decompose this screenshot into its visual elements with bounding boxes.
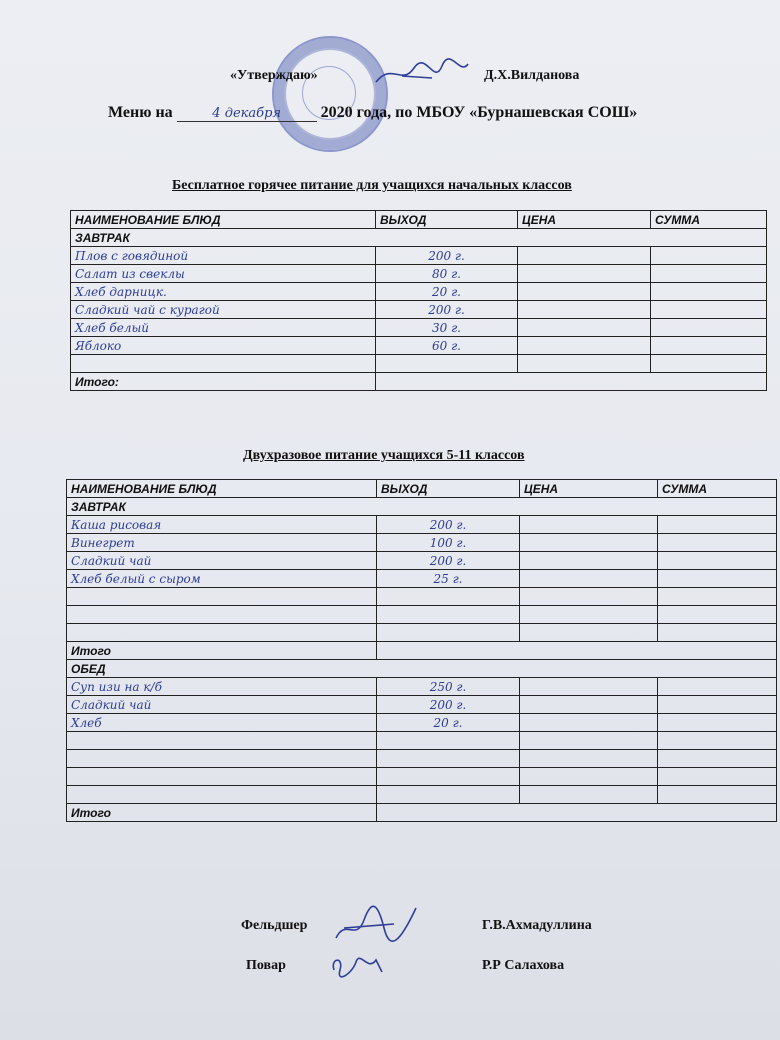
table-row-empty bbox=[67, 786, 777, 804]
handwritten-date: 4 декабря bbox=[177, 106, 317, 122]
table-row bbox=[67, 678, 777, 696]
dish-yield: 80 г. bbox=[376, 265, 518, 283]
meal-row bbox=[67, 660, 777, 678]
dish-name: Сладкий чай bbox=[67, 552, 377, 570]
dish-sum bbox=[651, 301, 767, 319]
director-name: Д.Х.Вилданова bbox=[484, 68, 580, 83]
dish-name: Хлеб белый с сыром bbox=[67, 570, 377, 588]
dish-price bbox=[520, 552, 658, 570]
dish-price bbox=[518, 337, 651, 355]
dish-name: Винегрет bbox=[67, 534, 377, 552]
table-row bbox=[67, 552, 777, 570]
section-title-secondary: Двухразовое питание учащихся 5-11 классов bbox=[243, 448, 525, 463]
medic-role: Фельдшер bbox=[241, 918, 308, 933]
dish-name: Хлеб bbox=[67, 714, 377, 732]
table-row bbox=[67, 570, 777, 588]
dish-sum bbox=[651, 265, 767, 283]
col-header-yield: ВЫХОД bbox=[377, 480, 520, 498]
dish-yield: 200 г. bbox=[377, 516, 520, 534]
dish-name: Салат из свеклы bbox=[71, 265, 376, 283]
approve-label: «Утверждаю» bbox=[230, 68, 318, 83]
meal-row bbox=[71, 229, 767, 247]
dish-price bbox=[518, 247, 651, 265]
dish-price bbox=[520, 570, 658, 588]
table-row bbox=[67, 714, 777, 732]
table-row-empty bbox=[67, 750, 777, 768]
medic-signature bbox=[330, 898, 422, 950]
dish-price bbox=[518, 283, 651, 301]
table-row bbox=[71, 247, 767, 265]
table-row-empty bbox=[71, 355, 767, 373]
table-row-empty bbox=[67, 624, 777, 642]
dish-sum bbox=[651, 337, 767, 355]
dish-price bbox=[520, 534, 658, 552]
menu-table-secondary bbox=[66, 479, 777, 822]
col-header-name: НАИМЕНОВАНИЕ БЛЮД bbox=[71, 211, 376, 229]
dish-name: Суп изи на к/б bbox=[67, 678, 377, 696]
dish-yield: 200 г. bbox=[377, 552, 520, 570]
dish-sum bbox=[658, 696, 777, 714]
dish-yield: 30 г. bbox=[376, 319, 518, 337]
total-value bbox=[377, 642, 777, 660]
dish-name: Сладкий чай bbox=[67, 696, 377, 714]
table-row bbox=[71, 283, 767, 301]
col-header-price: ЦЕНА bbox=[518, 211, 651, 229]
total-label: Итого bbox=[67, 642, 377, 660]
cook-signature bbox=[326, 950, 388, 982]
total-row bbox=[67, 804, 777, 822]
col-header-sum: СУММА bbox=[658, 480, 777, 498]
dish-yield: 200 г. bbox=[376, 247, 518, 265]
dish-price bbox=[518, 265, 651, 283]
total-row bbox=[67, 642, 777, 660]
cook-name: Р.Р Салахова bbox=[482, 958, 565, 973]
cook-role: Повар bbox=[246, 958, 286, 973]
dish-sum bbox=[658, 534, 777, 552]
total-value bbox=[376, 373, 767, 391]
dish-price bbox=[520, 696, 658, 714]
total-label: Итого bbox=[67, 804, 377, 822]
meal-label-lunch: ОБЕД bbox=[67, 660, 777, 678]
dish-sum bbox=[651, 283, 767, 301]
dish-name: Сладкий чай с курагой bbox=[71, 301, 376, 319]
dish-sum bbox=[658, 570, 777, 588]
title-suffix: 2020 года, по МБОУ «Бурнашевская СОШ» bbox=[320, 104, 638, 121]
director-signature bbox=[372, 56, 472, 92]
table-row bbox=[71, 301, 767, 319]
total-row bbox=[71, 373, 767, 391]
medic-name: Г.В.Ахмадуллина bbox=[482, 918, 592, 933]
dish-name: Яблоко bbox=[71, 337, 376, 355]
meal-label-breakfast: ЗАВТРАК bbox=[71, 229, 767, 247]
dish-price bbox=[520, 678, 658, 696]
dish-sum bbox=[651, 247, 767, 265]
table-row bbox=[71, 337, 767, 355]
dish-yield: 200 г. bbox=[376, 301, 518, 319]
dish-yield: 20 г. bbox=[377, 714, 520, 732]
section-title-primary: Бесплатное горячее питание для учащихся начальных классов bbox=[172, 178, 572, 193]
dish-yield: 250 г. bbox=[377, 678, 520, 696]
table-row-empty bbox=[67, 606, 777, 624]
meal-label-breakfast: ЗАВТРАК bbox=[67, 498, 777, 516]
col-header-yield: ВЫХОД bbox=[376, 211, 518, 229]
dish-price bbox=[520, 516, 658, 534]
dish-price bbox=[518, 301, 651, 319]
dish-yield: 20 г. bbox=[376, 283, 518, 301]
dish-yield: 25 г. bbox=[377, 570, 520, 588]
dish-sum bbox=[658, 552, 777, 570]
table-header-row bbox=[71, 211, 767, 229]
dish-sum bbox=[658, 714, 777, 732]
table-row bbox=[71, 319, 767, 337]
dish-name: Плов с говядиной bbox=[71, 247, 376, 265]
dish-name: Хлеб дарницк. bbox=[71, 283, 376, 301]
table-row-empty bbox=[67, 732, 777, 750]
dish-name: Каша рисовая bbox=[67, 516, 377, 534]
col-header-name: НАИМЕНОВАНИЕ БЛЮД bbox=[67, 480, 377, 498]
total-label: Итого: bbox=[71, 373, 376, 391]
menu-table-primary bbox=[70, 210, 767, 391]
table-row bbox=[67, 516, 777, 534]
table-row-empty bbox=[67, 768, 777, 786]
dish-yield: 100 г. bbox=[377, 534, 520, 552]
dish-price bbox=[520, 714, 658, 732]
table-row bbox=[71, 265, 767, 283]
title-prefix: Меню на bbox=[108, 104, 173, 121]
dish-sum bbox=[658, 678, 777, 696]
meal-row bbox=[67, 498, 777, 516]
dish-sum bbox=[651, 319, 767, 337]
table-row bbox=[67, 534, 777, 552]
dish-sum bbox=[658, 516, 777, 534]
dish-yield: 200 г. bbox=[377, 696, 520, 714]
dish-price bbox=[518, 319, 651, 337]
table-header-row bbox=[67, 480, 777, 498]
dish-yield: 60 г. bbox=[376, 337, 518, 355]
table-row-empty bbox=[67, 588, 777, 606]
dish-name: Хлеб белый bbox=[71, 319, 376, 337]
page-title bbox=[108, 104, 637, 122]
total-value bbox=[377, 804, 777, 822]
col-header-sum: СУММА bbox=[651, 211, 767, 229]
col-header-price: ЦЕНА bbox=[520, 480, 658, 498]
table-row bbox=[67, 696, 777, 714]
